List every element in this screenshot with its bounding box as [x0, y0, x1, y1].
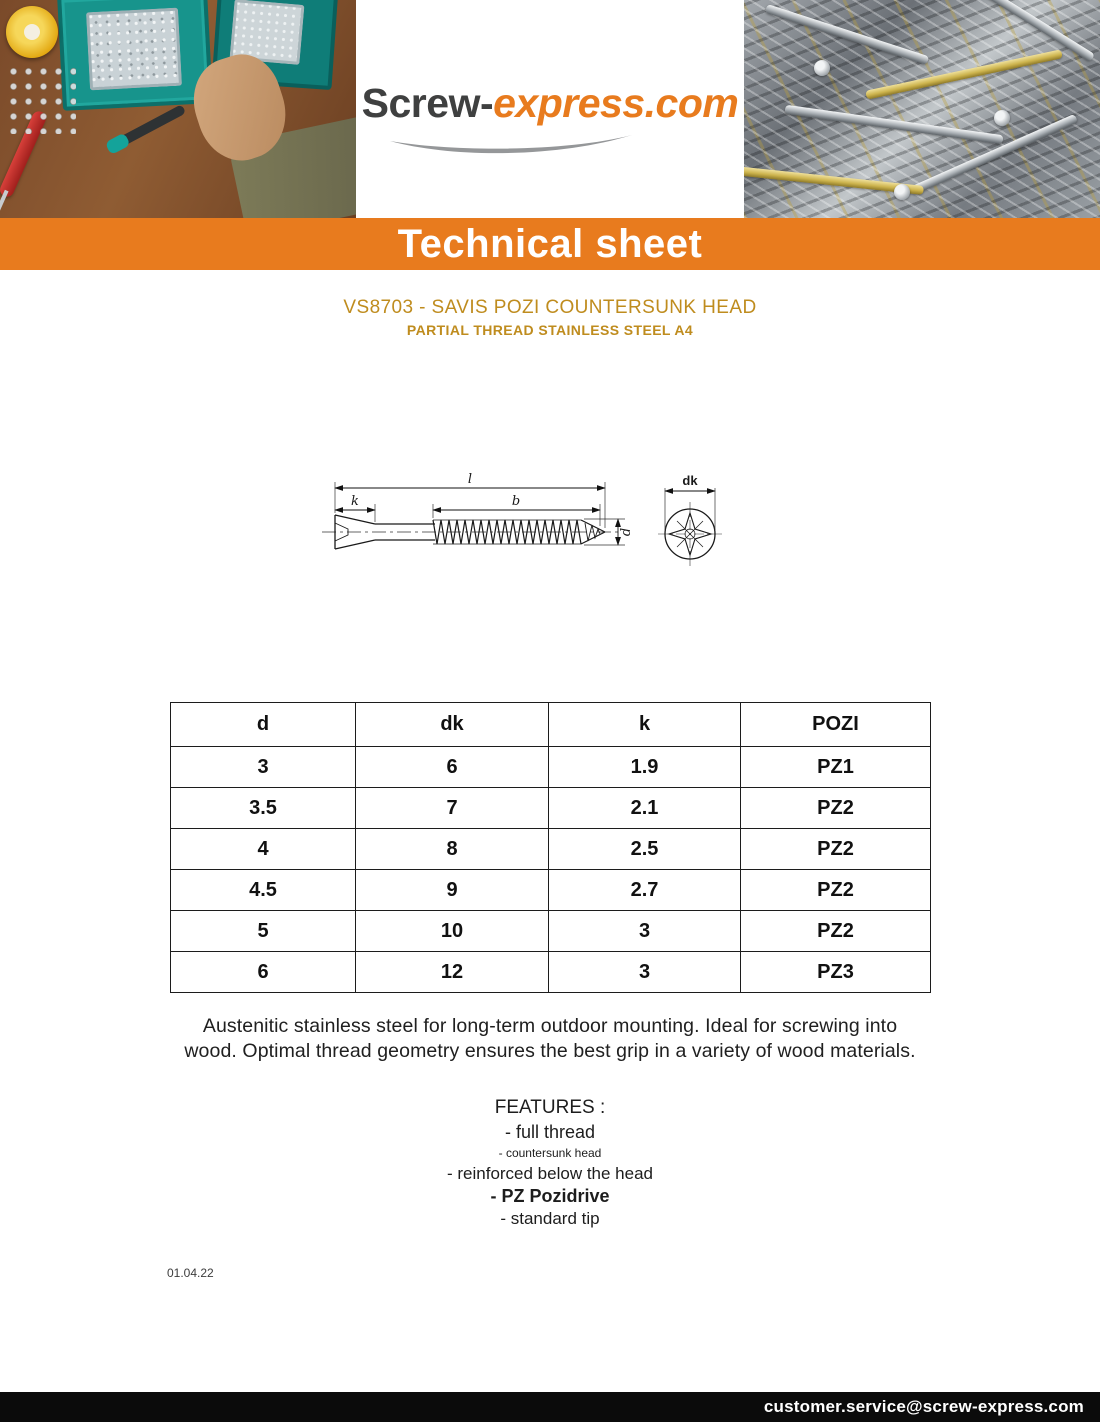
cell-d: 3 — [171, 747, 356, 788]
table-row — [171, 829, 931, 870]
screw-head-shape — [814, 60, 830, 76]
table-row — [171, 747, 931, 788]
col-header-pozi: POZI — [741, 703, 931, 747]
tape-measure-shape — [6, 6, 58, 58]
cell-pozi: PZ1 — [741, 747, 931, 788]
dimension-l — [335, 472, 605, 528]
cell-dk: 6 — [356, 747, 549, 788]
description-line-2: wood. Optimal thread geometry ensures the best grip in a variety of wood materials. — [184, 1040, 916, 1062]
label-d: d — [619, 527, 634, 537]
logo-part-orange: express.com — [493, 80, 739, 126]
cell-k: 2.1 — [549, 788, 741, 829]
screw-technical-drawing — [300, 472, 730, 602]
screw-shape — [765, 4, 929, 65]
cell-d: 3.5 — [171, 788, 356, 829]
dimension-b — [433, 494, 600, 526]
screw-head-shape — [994, 110, 1010, 126]
logo — [356, 0, 744, 218]
header-photo-screws — [744, 0, 1100, 218]
cell-dk: 8 — [356, 829, 549, 870]
technical-sheet-banner: Technical sheet — [0, 218, 1100, 270]
cell-k: 2.7 — [549, 870, 741, 911]
features-heading: FEATURES : — [494, 1097, 606, 1118]
logo-text — [356, 80, 744, 127]
screw-head-shape — [894, 184, 910, 200]
description-line-1: Austenitic stainless steel for long-term outdoor mounting. Ideal for screwing into — [202, 1015, 898, 1037]
table-row — [171, 788, 931, 829]
cell-pozi: PZ3 — [741, 952, 931, 993]
cell-k: 3 — [549, 952, 741, 993]
product-subtitle: PARTIAL THREAD STAINLESS STEEL A4 — [406, 322, 694, 338]
washers-shape — [6, 64, 76, 134]
cell-d: 5 — [171, 911, 356, 952]
cell-d: 6 — [171, 952, 356, 993]
cell-d: 4 — [171, 829, 356, 870]
label-l: l — [467, 472, 473, 487]
pliers-shape — [120, 104, 187, 146]
product-title: VS8703 - SAVIS POZI COUNTERSUNK HEAD — [343, 297, 757, 318]
product-description — [0, 1014, 1100, 1064]
feature-item: - full thread — [504, 1122, 596, 1142]
footer-bar — [0, 1392, 1100, 1422]
screw-drawing-svg — [300, 472, 730, 602]
cell-pozi: PZ2 — [741, 829, 931, 870]
customer-service-email: customer.service@screw-express.com — [763, 1397, 1084, 1416]
screw-box-shape — [86, 8, 182, 91]
label-b: b — [511, 494, 521, 509]
screw-thread — [433, 520, 581, 544]
header-photo-workbench — [0, 0, 356, 218]
feature-item: - reinforced below the head — [446, 1164, 654, 1183]
document-date: 01.04.22 — [167, 1266, 214, 1280]
cell-dk: 7 — [356, 788, 549, 829]
logo-swoosh — [386, 132, 636, 160]
dimension-k — [335, 494, 375, 522]
col-header-d: d — [171, 703, 356, 747]
label-dk: dk — [682, 473, 698, 488]
col-header-dk: dk — [356, 703, 549, 747]
cell-dk: 9 — [356, 870, 549, 911]
table-row — [171, 952, 931, 993]
logo-part-dark: Screw- — [361, 80, 494, 126]
col-header-k: k — [549, 703, 741, 747]
cell-d: 4.5 — [171, 870, 356, 911]
feature-item: - PZ Pozidrive — [490, 1186, 610, 1206]
cell-k: 3 — [549, 911, 741, 952]
label-k: k — [351, 494, 359, 509]
screw-shape — [865, 49, 1063, 99]
screw-shape — [963, 0, 1095, 62]
feature-item: - countersunk head — [498, 1146, 602, 1160]
table-header-row — [171, 703, 931, 747]
cell-k: 1.9 — [549, 747, 741, 788]
cell-k: 2.5 — [549, 829, 741, 870]
dimensions-table — [170, 702, 931, 993]
cell-pozi: PZ2 — [741, 788, 931, 829]
cell-pozi: PZ2 — [741, 870, 931, 911]
cell-dk: 12 — [356, 952, 549, 993]
cell-pozi: PZ2 — [741, 911, 931, 952]
feature-item: - standard tip — [500, 1209, 600, 1228]
pozi-head-view — [658, 502, 722, 566]
table-row — [171, 870, 931, 911]
features-section — [0, 1096, 1100, 1230]
table-row — [171, 911, 931, 952]
screw-shape — [784, 105, 1003, 145]
cell-dk: 10 — [356, 911, 549, 952]
